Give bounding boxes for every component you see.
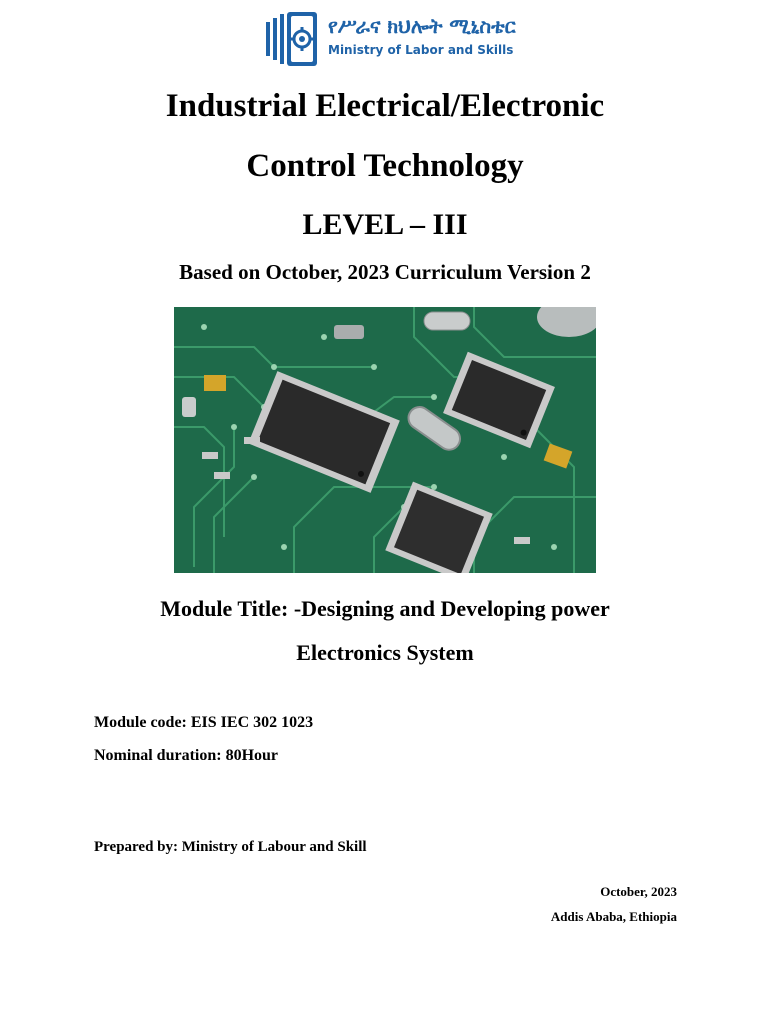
nominal-duration: Nominal duration: 80Hour [94, 747, 279, 764]
document-title-line1: Industrial Electrical/Electronic [165, 88, 605, 124]
level-heading: LEVEL – III [302, 208, 468, 241]
module-code: Module code: EIS IEC 302 1023 [94, 714, 314, 731]
publication-date: October, 2023 [600, 884, 677, 899]
ministry-emblem-icon [264, 10, 324, 72]
document-title-line2: Control Technology [246, 148, 524, 184]
module-title-line2: Electronics System [296, 640, 474, 665]
module-title-line1: Module Title: -Designing and Developing power [160, 596, 610, 621]
logo-english-text: Ministry of Labor and Skills [328, 43, 514, 57]
prepared-by: Prepared by: Ministry of Labour and Skill [94, 839, 367, 855]
publication-location: Addis Ababa, Ethiopia [550, 909, 677, 924]
circuit-board-image [174, 307, 596, 573]
curriculum-version: Based on October, 2023 Curriculum Version 2 [179, 260, 591, 284]
ministry-logo [264, 10, 514, 72]
logo-amharic-text: የሥራና ክህሎት ሚኒስቴር [328, 14, 516, 38]
